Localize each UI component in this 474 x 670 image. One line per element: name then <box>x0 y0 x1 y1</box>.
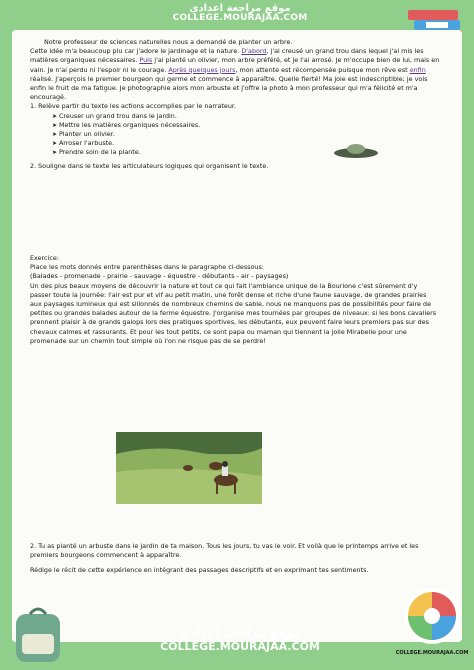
list-item: ➤ Arroser l'arbuste. <box>52 139 440 148</box>
footer <box>150 627 330 653</box>
writing-task <box>30 542 440 576</box>
intro-sentence: Notre professeur de sciences naturelles nous a demandé de planter un arbre. <box>44 38 293 46</box>
exercise-block <box>30 254 440 346</box>
story-part: réalisé. J'aperçois le premier bourgeon qui germe et commence à apparaître. Quelle fierté! Ma joie est indescriptible; je vois enfin le fruit de ma fatigue. Je photographie alors mon arbuste et j'offre la photo à mon professeur qui m'a félicité et m'a encouragé. <box>30 74 428 102</box>
list-item: ➤ Creuser un grand trou dans le jardin. <box>52 112 440 121</box>
question-1: 1. Relève partir du texte les actions accomplies par le narrateur. <box>30 102 236 111</box>
list-item: ➤ Prendre soin de la plante. <box>52 148 440 157</box>
question-3: 2. Tu as planté un arbuste dans le jardin de ta maison. Tous les jours, tu vas le voir. Et voilà que le printemps arrive et les premiers bourgeons commencent à apparaître. <box>30 542 419 560</box>
connector-apres: Après quelques jours <box>168 65 236 74</box>
header-site-link[interactable]: COLLEGE.MOURAJAA.COM <box>172 13 308 23</box>
story-part: j'ai planté un olivier, mon arbre préféré, et je l'ai arrosé. Je m'occupe bien de lui, mais en vain. Je n'ai perdu ni l'espoir ni le courage. <box>30 56 440 74</box>
exercise-words: (Balades - promenade - prairie - sauvage - équestre - débutants - air - paysages) <box>30 272 289 281</box>
header <box>170 3 310 24</box>
story-part: , j'ai creusé un grand trou dans lequel j'ai mis les matières organiques nécessaires. <box>30 47 424 65</box>
list-item: ➤ Mettre les matières organiques nécessaires. <box>52 121 440 130</box>
flying-saucer-icon <box>332 143 380 159</box>
footer-site-link[interactable]: COLLEGE.MOURAJAA.COM <box>160 639 320 653</box>
horse-riding-photo <box>116 432 262 504</box>
header-arabic: موقع مراجعة اعدادي <box>189 3 291 14</box>
exercise-paragraph: Un des plus beaux moyens de découvrir la nature et tout ce qui fait l'ambiance unique de la Bourione c'est sûrement d'y passer toute la journée: l'air est pur et vif au petit matin, une forêt dense et riche d'une faune sauvage, de grandes prairies aux paysages lumineux qui est sillonnés de nombreux chemins de sable, nous ne manquons pas de possibilités pour faire de petites ou grandes balades autour de la ferme équestre. J'organise mes tournées par groupes de niveaux: si les bons cavaliers prennent plaisir à de grands galops lors des pratiques sportives, les débutants, eux peuvent faire leurs premiers pas sur des chevaux calmes et rassurants. Et pour les tout petits, ce sont papa ou maman qui tiennent la jolie Mirabelle pour une promenade sur un chemin tout simple où l'on ne risque pas de se perdre! <box>30 281 437 345</box>
backpack-logo-icon <box>6 604 70 666</box>
exercise-instruction: Place les mots donnés entre parenthèses dans le paragraphe ci-dessous: <box>30 263 264 272</box>
question-3-instruction: Rédige le récit de cette expérience en intégrant des passages descriptifs et en exprimant tes sentiments. <box>30 566 369 575</box>
list-item: ➤ Planter un olivier. <box>52 130 440 139</box>
connector-enfin: enfin <box>409 65 426 74</box>
horse-riders-image <box>116 432 262 504</box>
exercise-title: Exercice: <box>30 254 59 262</box>
school-supplies-logo-icon <box>395 584 469 656</box>
story-part: , mon attente est récompensée puisque mon rêve est <box>235 65 410 74</box>
connector-dabord: D'abord <box>241 47 267 56</box>
connector-puis: Puis <box>139 56 153 65</box>
footer-badge-text: COLLEGE.MOURAJAA.COM <box>395 650 469 656</box>
footer-arabic: موقع مراجعة اعدادي <box>179 626 301 640</box>
story-part: Cette idée m'a beaucoup plu car j'adore le jardinage et la nature. <box>30 47 242 56</box>
question-2: 2. Souligne dans le texte les articulateurs logiques qui organisent le texte. <box>30 161 269 170</box>
